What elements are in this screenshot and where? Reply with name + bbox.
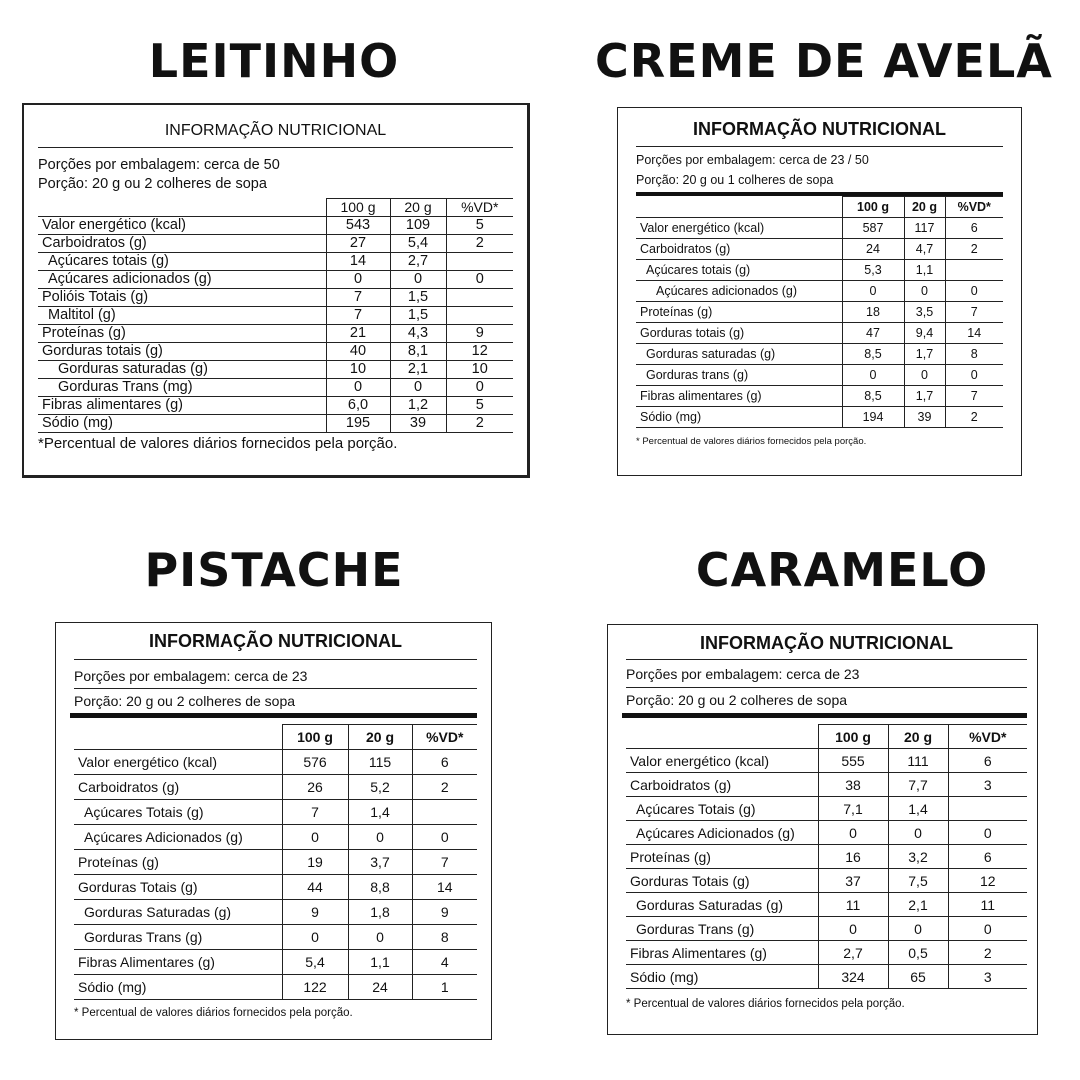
nutrient-name: Açúcares totais (g) xyxy=(636,260,842,281)
column-header: 100 g xyxy=(818,725,888,749)
nutrient-value-vd xyxy=(446,307,513,325)
nutrient-value-v100: 9 xyxy=(282,900,348,925)
label-heading: INFORMAÇÃO NUTRICIONAL xyxy=(164,122,387,139)
nutrient-name: Açúcares Adicionados (g) xyxy=(626,821,818,845)
table-header-row xyxy=(636,197,1003,218)
nutrient-name: Carboidratos (g) xyxy=(38,235,326,253)
table-row xyxy=(74,775,477,800)
table-row xyxy=(636,344,1003,365)
table-row xyxy=(38,325,513,343)
nutrient-name: Gorduras Trans (g) xyxy=(74,925,282,950)
table-row xyxy=(74,900,477,925)
header-blank xyxy=(626,725,818,749)
nutrient-value-vd: 11 xyxy=(948,893,1027,917)
table-row xyxy=(626,941,1027,965)
nutrient-value-v20: 24 xyxy=(348,975,412,1000)
nutrient-value-vd: 4 xyxy=(412,950,477,975)
nutrient-value-vd xyxy=(945,260,1003,281)
nutrient-value-v100: 27 xyxy=(326,235,390,253)
nutrient-value-v20: 2,1 xyxy=(390,361,446,379)
column-header: 100 g xyxy=(842,197,904,218)
nutrient-value-v100: 7 xyxy=(326,289,390,307)
nutrient-name: Proteínas (g) xyxy=(636,302,842,323)
nutrient-value-v20: 8,1 xyxy=(390,343,446,361)
nutrition-label-creme-de-avela xyxy=(617,107,1022,476)
nutrient-value-vd: 6 xyxy=(948,845,1027,869)
nutrient-value-v100: 10 xyxy=(326,361,390,379)
table-row xyxy=(74,850,477,875)
column-header: %VD* xyxy=(412,725,477,750)
nutrient-name: Gorduras Totais (g) xyxy=(626,869,818,893)
nutrient-value-v100: 324 xyxy=(818,965,888,989)
nutrient-value-v100: 0 xyxy=(842,365,904,386)
table-row xyxy=(74,825,477,850)
nutrient-value-vd: 1 xyxy=(412,975,477,1000)
nutrient-value-v100: 19 xyxy=(282,850,348,875)
nutrition-label-pistache xyxy=(55,622,492,1040)
nutrient-value-v100: 7 xyxy=(282,800,348,825)
nutrient-value-v100: 194 xyxy=(842,407,904,428)
header-blank xyxy=(38,199,326,217)
nutrient-value-v100: 5,3 xyxy=(842,260,904,281)
nutrient-name: Açúcares Totais (g) xyxy=(626,797,818,821)
table-header-row xyxy=(74,725,477,750)
nutrient-value-v20: 115 xyxy=(348,750,412,775)
nutrient-value-v20: 1,1 xyxy=(348,950,412,975)
nutrient-value-v20: 0 xyxy=(390,271,446,289)
nutrient-value-vd: 9 xyxy=(446,325,513,343)
nutrient-name: Polióis Totais (g) xyxy=(38,289,326,307)
nutrient-value-vd: 2 xyxy=(446,235,513,253)
nutrient-value-v20: 0 xyxy=(348,825,412,850)
nutrient-value-v100: 2,7 xyxy=(818,941,888,965)
nutrient-value-v100: 11 xyxy=(818,893,888,917)
nutrient-value-vd xyxy=(948,797,1027,821)
nutrient-value-v20: 3,5 xyxy=(904,302,945,323)
table-row xyxy=(38,235,513,253)
table-row xyxy=(38,397,513,415)
nutrient-value-vd xyxy=(412,800,477,825)
table-row xyxy=(626,917,1027,941)
nutrient-value-v100: 24 xyxy=(842,239,904,260)
serving-size: Porção: 20 g ou 2 colheres de sopa xyxy=(38,176,267,192)
nutrient-value-vd: 12 xyxy=(446,343,513,361)
nutrient-name: Sódio (mg) xyxy=(38,415,326,433)
nutrient-name: Valor energético (kcal) xyxy=(626,749,818,773)
nutrient-name: Gorduras trans (g) xyxy=(636,365,842,386)
nutrient-value-v20: 117 xyxy=(904,218,945,239)
nutrient-value-v20: 4,7 xyxy=(904,239,945,260)
nutrient-name: Gorduras totais (g) xyxy=(38,343,326,361)
nutrient-value-v100: 5,4 xyxy=(282,950,348,975)
nutrient-value-v100: 555 xyxy=(818,749,888,773)
nutrient-name: Açúcares adicionados (g) xyxy=(636,281,842,302)
title-caramelo: CARAMELO xyxy=(695,543,989,597)
nutrient-value-v20: 39 xyxy=(904,407,945,428)
nutrient-name: Carboidratos (g) xyxy=(74,775,282,800)
table-row xyxy=(626,893,1027,917)
nutrient-value-vd: 6 xyxy=(945,218,1003,239)
nutrient-value-vd xyxy=(446,289,513,307)
nutrient-name: Sódio (mg) xyxy=(636,407,842,428)
nutrient-value-v20: 0,5 xyxy=(888,941,948,965)
column-header: 100 g xyxy=(282,725,348,750)
nutrient-name: Gorduras Saturadas (g) xyxy=(74,900,282,925)
nutrient-value-v100: 47 xyxy=(842,323,904,344)
serving-size: Porção: 20 g ou 2 colheres de sopa xyxy=(74,693,296,709)
nutrient-name: Fibras Alimentares (g) xyxy=(626,941,818,965)
nutrient-value-v20: 1,8 xyxy=(348,900,412,925)
nutrient-value-v20: 4,3 xyxy=(390,325,446,343)
table-row xyxy=(38,289,513,307)
table-row xyxy=(74,950,477,975)
title-pistache: PISTACHE xyxy=(144,543,404,597)
nutrient-value-vd: 7 xyxy=(945,386,1003,407)
nutrient-value-v20: 8,8 xyxy=(348,875,412,900)
nutrient-value-vd: 10 xyxy=(446,361,513,379)
column-header: 20 g xyxy=(390,199,446,217)
nutrient-value-vd: 3 xyxy=(948,965,1027,989)
nutrient-value-v100: 576 xyxy=(282,750,348,775)
nutrient-value-vd: 8 xyxy=(945,344,1003,365)
table-row xyxy=(38,271,513,289)
nutrient-value-v20: 111 xyxy=(888,749,948,773)
table-row xyxy=(626,821,1027,845)
nutrient-value-v20: 5,4 xyxy=(390,235,446,253)
table-row xyxy=(38,253,513,271)
footnote: *Percentual de valores diários fornecidos pela porção. xyxy=(38,435,398,452)
nutrient-value-vd: 3 xyxy=(948,773,1027,797)
nutrient-value-vd: 0 xyxy=(945,365,1003,386)
nutrient-name: Carboidratos (g) xyxy=(626,773,818,797)
footnote: * Percentual de valores diários fornecidos pela porção. xyxy=(74,1007,353,1019)
table-row xyxy=(626,773,1027,797)
nutrient-value-v100: 0 xyxy=(326,379,390,397)
table-row xyxy=(74,800,477,825)
nutrient-value-vd: 0 xyxy=(948,821,1027,845)
servings-per-package: Porções por embalagem: cerca de 23 / 50 xyxy=(636,153,869,167)
nutrient-value-v100: 8,5 xyxy=(842,344,904,365)
nutrient-value-v20: 7,7 xyxy=(888,773,948,797)
servings-per-package: Porções por embalagem: cerca de 23 xyxy=(626,666,860,682)
nutrient-value-v100: 0 xyxy=(818,821,888,845)
nutrition-table xyxy=(636,196,1003,428)
nutrient-name: Gorduras totais (g) xyxy=(636,323,842,344)
nutrient-value-v20: 5,2 xyxy=(348,775,412,800)
nutrient-value-v20: 1,4 xyxy=(348,800,412,825)
nutrient-value-v20: 1,4 xyxy=(888,797,948,821)
table-row xyxy=(636,218,1003,239)
nutrient-name: Açúcares totais (g) xyxy=(38,253,326,271)
nutrient-value-v100: 0 xyxy=(282,925,348,950)
nutrient-value-v100: 7,1 xyxy=(818,797,888,821)
nutrient-value-vd: 0 xyxy=(412,825,477,850)
table-row xyxy=(74,750,477,775)
nutrient-value-v20: 1,2 xyxy=(390,397,446,415)
label-heading: INFORMAÇÃO NUTRICIONAL xyxy=(149,631,402,651)
nutrition-table xyxy=(626,724,1027,989)
nutrient-value-vd: 8 xyxy=(412,925,477,950)
nutrient-value-vd: 6 xyxy=(412,750,477,775)
nutrient-value-v100: 7 xyxy=(326,307,390,325)
column-header: 100 g xyxy=(326,199,390,217)
nutrition-table xyxy=(38,198,513,433)
nutrient-value-vd: 2 xyxy=(412,775,477,800)
table-row xyxy=(636,407,1003,428)
nutrient-value-v20: 0 xyxy=(390,379,446,397)
nutrient-value-vd: 9 xyxy=(412,900,477,925)
title-leitinho: LEITINHO xyxy=(148,34,400,88)
nutrient-value-v20: 2,7 xyxy=(390,253,446,271)
nutrient-value-vd: 2 xyxy=(446,415,513,433)
nutrient-value-vd: 14 xyxy=(412,875,477,900)
nutrient-value-v20: 3,7 xyxy=(348,850,412,875)
serving-size: Porção: 20 g ou 2 colheres de sopa xyxy=(626,692,848,708)
nutrient-value-v100: 0 xyxy=(842,281,904,302)
nutrient-value-v20: 1,7 xyxy=(904,386,945,407)
nutrient-name: Açúcares adicionados (g) xyxy=(38,271,326,289)
nutrient-value-v20: 0 xyxy=(888,917,948,941)
table-row xyxy=(636,386,1003,407)
table-row xyxy=(636,302,1003,323)
footnote: * Percentual de valores diários fornecidos pela porção. xyxy=(636,436,867,447)
table-row xyxy=(74,875,477,900)
nutrient-value-v100: 21 xyxy=(326,325,390,343)
table-row xyxy=(38,217,513,235)
nutrient-name: Gorduras Saturadas (g) xyxy=(626,893,818,917)
nutrient-name: Sódio (mg) xyxy=(626,965,818,989)
nutrient-name: Carboidratos (g) xyxy=(636,239,842,260)
nutrient-value-v20: 1,5 xyxy=(390,307,446,325)
nutrient-value-v100: 0 xyxy=(326,271,390,289)
nutrient-name: Fibras alimentares (g) xyxy=(636,386,842,407)
nutrient-value-v20: 65 xyxy=(888,965,948,989)
label-heading: INFORMAÇÃO NUTRICIONAL xyxy=(693,119,946,139)
nutrient-value-vd: 0 xyxy=(945,281,1003,302)
nutrient-value-v20: 7,5 xyxy=(888,869,948,893)
nutrient-value-v100: 6,0 xyxy=(326,397,390,415)
footnote: * Percentual de valores diários fornecidos pela porção. xyxy=(626,998,905,1010)
table-row xyxy=(626,845,1027,869)
nutrient-value-v100: 0 xyxy=(282,825,348,850)
nutrient-value-v20: 1,1 xyxy=(904,260,945,281)
nutrient-value-v100: 14 xyxy=(326,253,390,271)
nutrient-value-v100: 587 xyxy=(842,218,904,239)
nutrient-name: Proteínas (g) xyxy=(38,325,326,343)
nutrient-value-vd xyxy=(446,253,513,271)
nutrient-name: Gorduras Trans (mg) xyxy=(38,379,326,397)
nutrient-value-v100: 44 xyxy=(282,875,348,900)
nutrient-value-v20: 2,1 xyxy=(888,893,948,917)
nutrient-value-vd: 12 xyxy=(948,869,1027,893)
table-header-row xyxy=(626,725,1027,749)
nutrient-value-v100: 40 xyxy=(326,343,390,361)
nutrient-value-v20: 109 xyxy=(390,217,446,235)
table-row xyxy=(38,361,513,379)
nutrient-value-vd: 7 xyxy=(412,850,477,875)
column-header: 20 g xyxy=(348,725,412,750)
nutrient-name: Açúcares Totais (g) xyxy=(74,800,282,825)
nutrient-value-v100: 18 xyxy=(842,302,904,323)
table-row xyxy=(38,415,513,433)
nutrient-value-v20: 3,2 xyxy=(888,845,948,869)
table-row xyxy=(636,365,1003,386)
nutrient-value-v20: 39 xyxy=(390,415,446,433)
nutrient-value-v20: 1,7 xyxy=(904,344,945,365)
nutrient-value-vd: 2 xyxy=(948,941,1027,965)
nutrient-value-vd: 0 xyxy=(446,271,513,289)
table-row xyxy=(626,797,1027,821)
table-row xyxy=(38,379,513,397)
header-blank xyxy=(636,197,842,218)
table-row xyxy=(626,965,1027,989)
nutrient-value-v20: 0 xyxy=(348,925,412,950)
nutrient-value-vd: 7 xyxy=(945,302,1003,323)
table-row xyxy=(636,239,1003,260)
nutrient-value-v100: 26 xyxy=(282,775,348,800)
table-row xyxy=(38,307,513,325)
column-header: 20 g xyxy=(888,725,948,749)
nutrition-label-leitinho xyxy=(22,103,530,478)
nutrient-value-vd: 0 xyxy=(948,917,1027,941)
nutrient-name: Gorduras Trans (g) xyxy=(626,917,818,941)
column-header: %VD* xyxy=(948,725,1027,749)
table-row xyxy=(636,323,1003,344)
nutrient-name: Gorduras saturadas (g) xyxy=(636,344,842,365)
nutrient-value-v100: 0 xyxy=(818,917,888,941)
serving-size: Porção: 20 g ou 1 colheres de sopa xyxy=(636,173,834,187)
nutrient-name: Sódio (mg) xyxy=(74,975,282,1000)
table-row xyxy=(74,925,477,950)
nutrient-value-v100: 16 xyxy=(818,845,888,869)
nutrient-value-v100: 8,5 xyxy=(842,386,904,407)
nutrient-value-v20: 1,5 xyxy=(390,289,446,307)
nutrient-name: Valor energético (kcal) xyxy=(38,217,326,235)
nutrient-name: Valor energético (kcal) xyxy=(74,750,282,775)
nutrition-table xyxy=(74,724,477,1000)
nutrient-value-v100: 543 xyxy=(326,217,390,235)
table-row xyxy=(626,749,1027,773)
nutrient-name: Proteínas (g) xyxy=(626,845,818,869)
nutrient-value-vd: 5 xyxy=(446,397,513,415)
nutrient-name: Proteínas (g) xyxy=(74,850,282,875)
nutrient-value-v100: 38 xyxy=(818,773,888,797)
nutrient-name: Gorduras saturadas (g) xyxy=(38,361,326,379)
nutrient-value-vd: 5 xyxy=(446,217,513,235)
table-row xyxy=(636,260,1003,281)
nutrient-value-v20: 9,4 xyxy=(904,323,945,344)
nutrient-value-vd: 6 xyxy=(948,749,1027,773)
table-row xyxy=(626,869,1027,893)
nutrient-value-v20: 0 xyxy=(904,281,945,302)
nutrient-value-v100: 37 xyxy=(818,869,888,893)
table-header-row xyxy=(38,199,513,217)
nutrient-name: Açúcares Adicionados (g) xyxy=(74,825,282,850)
servings-per-package: Porções por embalagem: cerca de 23 xyxy=(74,668,308,684)
nutrient-value-v100: 195 xyxy=(326,415,390,433)
header-blank xyxy=(74,725,282,750)
column-header: %VD* xyxy=(945,197,1003,218)
nutrient-name: Valor energético (kcal) xyxy=(636,218,842,239)
nutrient-name: Gorduras Totais (g) xyxy=(74,875,282,900)
nutrient-value-vd: 0 xyxy=(446,379,513,397)
nutrient-value-v20: 0 xyxy=(904,365,945,386)
nutrition-label-caramelo xyxy=(607,624,1038,1035)
table-row xyxy=(74,975,477,1000)
column-header: 20 g xyxy=(904,197,945,218)
nutrient-name: Fibras Alimentares (g) xyxy=(74,950,282,975)
nutrient-value-v20: 0 xyxy=(888,821,948,845)
nutrient-name: Fibras alimentares (g) xyxy=(38,397,326,415)
title-creme-de-avela: CREME DE AVELÃ xyxy=(595,34,1053,88)
table-row xyxy=(38,343,513,361)
nutrient-value-vd: 2 xyxy=(945,407,1003,428)
nutrient-value-vd: 14 xyxy=(945,323,1003,344)
nutrient-value-vd: 2 xyxy=(945,239,1003,260)
nutrient-name: Maltitol (g) xyxy=(38,307,326,325)
servings-per-package: Porções por embalagem: cerca de 50 xyxy=(38,157,280,173)
column-header: %VD* xyxy=(446,199,513,217)
table-row xyxy=(636,281,1003,302)
nutrient-value-v100: 122 xyxy=(282,975,348,1000)
label-heading: INFORMAÇÃO NUTRICIONAL xyxy=(700,633,953,653)
